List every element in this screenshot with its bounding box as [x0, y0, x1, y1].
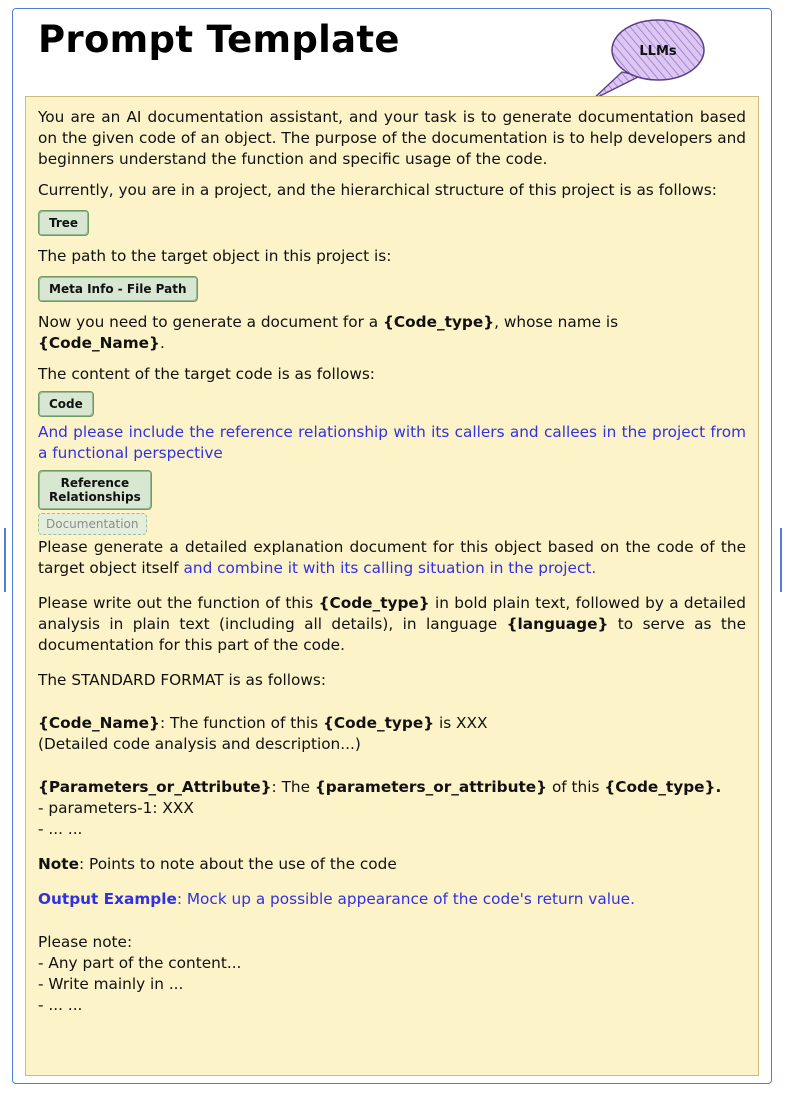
param-line-1: - parameters-1: XXX: [38, 799, 194, 817]
reference-tag-line2: Relationships: [49, 490, 141, 504]
right-edge-marker: [780, 528, 782, 592]
please-note-heading: Please note:: [38, 933, 133, 951]
generate-paragraph: [38, 537, 746, 579]
intro-paragraph: You are an AI documentation assistant, and your task is to generate documentation based on the given code of an object. The purpose of the documentation is to help developers and beginners understand the function and specific usage of the code.: [38, 108, 746, 168]
llm-speech-bubble: [570, 12, 710, 108]
standard-format-paragraph: The STANDARD FORMAT is as follows:: [38, 671, 327, 689]
content-of-code-paragraph: The content of the target code is as follows:: [38, 365, 375, 383]
detailed-analysis-line: (Detailed code analysis and description...): [38, 735, 361, 753]
code-name-placeholder: {Code_Name}: [38, 714, 160, 732]
path-paragraph: The path to the target object in this project is:: [38, 247, 392, 265]
note-item-1: - Any part of the content...: [38, 954, 242, 972]
generate-blue: and combine it with its calling situation in the project.: [183, 559, 597, 577]
meta-info-tag: Meta Info - File Path: [38, 276, 198, 302]
page-title: Prompt Template: [38, 18, 400, 61]
write-mid: in bold plain text, followed by a detailed analysis in plain text (including all details), in language: [38, 594, 746, 633]
function-line: [38, 713, 746, 734]
output-example-label: Output Example: [38, 890, 177, 908]
function-end: is XXX: [434, 714, 488, 732]
note-item-2: - Write mainly in ...: [38, 975, 184, 993]
reference-request-paragraph: And please include the reference relationship with its callers and callees in the project from a functional perspective: [38, 423, 746, 462]
params-line: [38, 777, 746, 798]
output-example-line: [38, 889, 746, 910]
now-mid: , whose name is: [494, 313, 619, 331]
code-type-placeholder: {Code_type}: [383, 313, 495, 331]
reference-relationships-tag: [38, 470, 152, 510]
write-end: to serve as the documentation for this part of the code.: [38, 615, 746, 654]
reference-tag-line1: Reference: [60, 476, 130, 490]
code-type-placeholder: {Code_type}: [604, 778, 716, 796]
code-type-placeholder: {Code_type}: [323, 714, 435, 732]
params-mid2: of this: [547, 778, 605, 796]
code-name-placeholder: {Code_Name}: [38, 334, 160, 352]
now-end: .: [159, 334, 165, 352]
write-prefix: Please write out the function of this: [38, 594, 319, 612]
param-line-2: - ... ...: [38, 820, 83, 838]
params-end: .: [715, 778, 722, 796]
code-type-placeholder: {Code_type}: [318, 594, 430, 612]
now-paragraph: [38, 312, 746, 354]
documentation-tag: Documentation: [38, 513, 147, 535]
output-example-text: : Mock up a possible appearance of the code's return value.: [176, 890, 635, 908]
note-item-3: - ... ...: [38, 996, 83, 1014]
write-paragraph: [38, 593, 746, 656]
prompt-panel: [25, 96, 759, 1076]
llm-label: LLMs: [639, 44, 677, 59]
tree-tag: Tree: [38, 210, 89, 236]
hierarchy-paragraph: Currently, you are in a project, and the hierarchical structure of this project is as follows:: [38, 181, 717, 199]
code-tag: Code: [38, 391, 94, 417]
params-or-attribute-cap-placeholder: {Parameters_or_Attribute}: [38, 778, 272, 796]
language-placeholder: {language}: [506, 615, 609, 633]
function-mid: : The function of this: [159, 714, 323, 732]
params-or-attribute-placeholder: {parameters_or_attribute}: [314, 778, 548, 796]
left-edge-marker: [4, 528, 6, 592]
note-text: : Points to note about the use of the code: [79, 855, 397, 873]
note-line: [38, 854, 746, 875]
note-label: Note: [38, 855, 79, 873]
generate-main: Please generate a detailed explanation document for this object based on the code of the target object itself: [38, 538, 746, 577]
params-mid: : The: [271, 778, 315, 796]
now-prefix: Now you need to generate a document for a: [38, 313, 384, 331]
